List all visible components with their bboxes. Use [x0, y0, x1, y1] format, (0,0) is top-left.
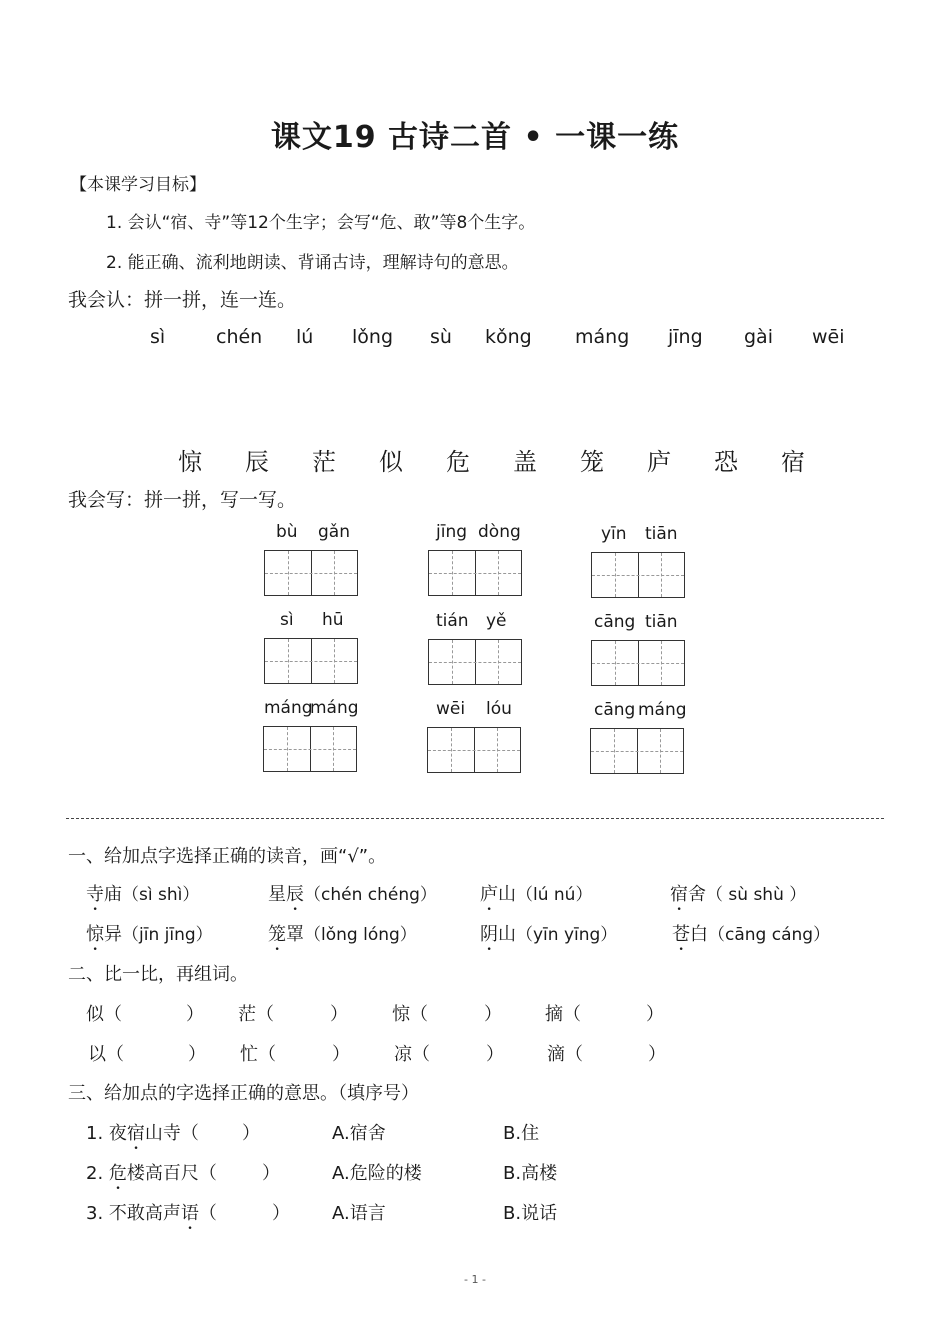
q3-option-b[interactable]: B.住 — [503, 1123, 540, 1144]
q2-blank-close[interactable]: ） — [186, 1004, 204, 1025]
q1-item[interactable]: 庐山（lú nú） — [480, 884, 593, 905]
box-pinyin-b: máng — [638, 700, 687, 720]
pinyin-lú: lú — [296, 326, 314, 348]
char-恐: 恐 — [714, 448, 738, 476]
q1-item[interactable]: 宿舍（ sù shù ） — [670, 884, 807, 905]
page-title: 课文19 古诗二首 • 一课一练 — [270, 120, 680, 155]
q1-item[interactable]: 寺庙（sì shì） — [86, 884, 200, 905]
box-pinyin-a: bù — [276, 522, 298, 542]
q2-heading: 二、比一比，再组词。 — [68, 964, 248, 985]
box-pinyin-a: jīng — [436, 522, 468, 542]
q2-word-open: 惊（ — [392, 1004, 428, 1025]
q2-word-open: 摘（ — [545, 1004, 581, 1025]
q1-item[interactable]: 惊异（jīn jīng） — [86, 924, 213, 945]
q2-word-open: 凉（ — [394, 1044, 430, 1065]
char-危: 危 — [446, 448, 470, 476]
char-宿: 宿 — [781, 448, 805, 476]
box-pinyin-a: tián — [436, 611, 469, 631]
q2-blank-close[interactable]: ） — [484, 1004, 502, 1025]
q1-item[interactable]: 笼罩（lǒng lóng） — [268, 924, 417, 945]
box-pinyin-b: máng — [310, 698, 359, 718]
q1-item[interactable]: 阴山（yīn yīng） — [480, 924, 618, 945]
q2-blank-close[interactable]: ） — [188, 1044, 206, 1065]
pinyin-lǒng: lǒng — [352, 326, 394, 348]
box-pinyin-b: hū — [322, 610, 344, 630]
q3-option-a[interactable]: A.宿舍 — [332, 1123, 386, 1144]
section-divider — [66, 818, 884, 819]
writing-grid[interactable] — [428, 550, 522, 596]
q3-answer-blank[interactable]: ） — [242, 1123, 260, 1144]
q1-heading: 一、给加点字选择正确的读音，画“√”。 — [68, 846, 387, 867]
q2-blank-close[interactable]: ） — [646, 1004, 664, 1025]
box-pinyin-a: cāng — [594, 612, 636, 632]
pinyin-chén: chén — [216, 326, 263, 348]
q2-word-open: 茫（ — [238, 1004, 274, 1025]
q3-option-b[interactable]: B.高楼 — [503, 1163, 558, 1184]
writing-grid[interactable] — [591, 640, 685, 686]
q1-item[interactable]: 苍白（cāng cáng） — [672, 924, 831, 945]
q2-word-open: 以（ — [88, 1044, 124, 1065]
char-茫: 茫 — [312, 448, 336, 476]
box-pinyin-b: tiān — [645, 524, 678, 544]
writing-grid[interactable] — [428, 639, 522, 685]
q2-blank-close[interactable]: ） — [332, 1044, 350, 1065]
q3-question: 1. 夜宿山寺（ — [86, 1123, 199, 1144]
pinyin-gài: gài — [744, 326, 773, 348]
q3-option-a[interactable]: A.语言 — [332, 1203, 386, 1224]
q3-answer-blank[interactable]: ） — [262, 1163, 280, 1184]
pinyin-kǒng: kǒng — [485, 326, 532, 348]
q2-word-open: 滴（ — [547, 1044, 583, 1065]
pinyin-jīng: jīng — [668, 326, 703, 348]
q3-option-a[interactable]: A.危险的楼 — [332, 1163, 422, 1184]
box-pinyin-a: cāng — [594, 700, 636, 720]
writing-grid[interactable] — [590, 728, 684, 774]
q2-blank-close[interactable]: ） — [648, 1044, 666, 1065]
q2-word-open: 似（ — [86, 1004, 122, 1025]
char-辰: 辰 — [245, 448, 269, 476]
goal-item-2: 2. 能正确、流利地朗读、背诵古诗，理解诗句的意思。 — [106, 253, 519, 273]
q3-question: 2. 危楼高百尺（ — [86, 1163, 217, 1184]
box-pinyin-a: wēi — [436, 699, 466, 719]
q3-answer-blank[interactable]: ） — [272, 1203, 290, 1224]
pinyin-sì: sì — [150, 326, 166, 348]
goal-item-1: 1. 会认“宿、寺”等12个生字；会写“危、敢”等8个生字。 — [106, 213, 536, 233]
writing-grid[interactable] — [264, 550, 358, 596]
q3-option-b[interactable]: B.说话 — [503, 1203, 558, 1224]
char-惊: 惊 — [178, 448, 202, 476]
box-pinyin-b: gǎn — [318, 522, 350, 542]
q3-heading: 三、给加点的字选择正确的意思。（填序号） — [68, 1083, 419, 1104]
goals-heading: 【本课学习目标】 — [70, 175, 206, 195]
q2-blank-close[interactable]: ） — [486, 1044, 504, 1065]
char-庐: 庐 — [647, 448, 671, 476]
box-pinyin-a: yīn — [601, 524, 627, 544]
pinyin-máng: máng — [575, 326, 630, 348]
box-pinyin-b: tiān — [645, 612, 678, 632]
writing-grid[interactable] — [427, 727, 521, 773]
pinyin-sù: sù — [430, 326, 452, 348]
write-heading: 我会写：拼一拼，写一写。 — [68, 489, 297, 511]
box-pinyin-a: máng — [264, 698, 313, 718]
box-pinyin-a: sì — [280, 610, 294, 630]
page-number: - 1 - — [464, 1273, 486, 1286]
q1-item[interactable]: 星辰（chén chéng） — [268, 884, 437, 905]
writing-grid[interactable] — [263, 726, 357, 772]
writing-grid[interactable] — [591, 552, 685, 598]
q3-question: 3. 不敢高声语（ — [86, 1203, 217, 1224]
box-pinyin-b: yě — [486, 611, 507, 631]
pinyin-wēi: wēi — [812, 326, 845, 348]
char-笼: 笼 — [580, 448, 604, 476]
box-pinyin-b: lóu — [486, 699, 512, 719]
writing-grid[interactable] — [264, 638, 358, 684]
q2-blank-close[interactable]: ） — [330, 1004, 348, 1025]
recognize-heading: 我会认：拼一拼，连一连。 — [68, 289, 297, 311]
box-pinyin-b: dòng — [478, 522, 521, 542]
char-似: 似 — [379, 448, 403, 476]
char-盖: 盖 — [513, 448, 537, 476]
q2-word-open: 忙（ — [240, 1044, 276, 1065]
